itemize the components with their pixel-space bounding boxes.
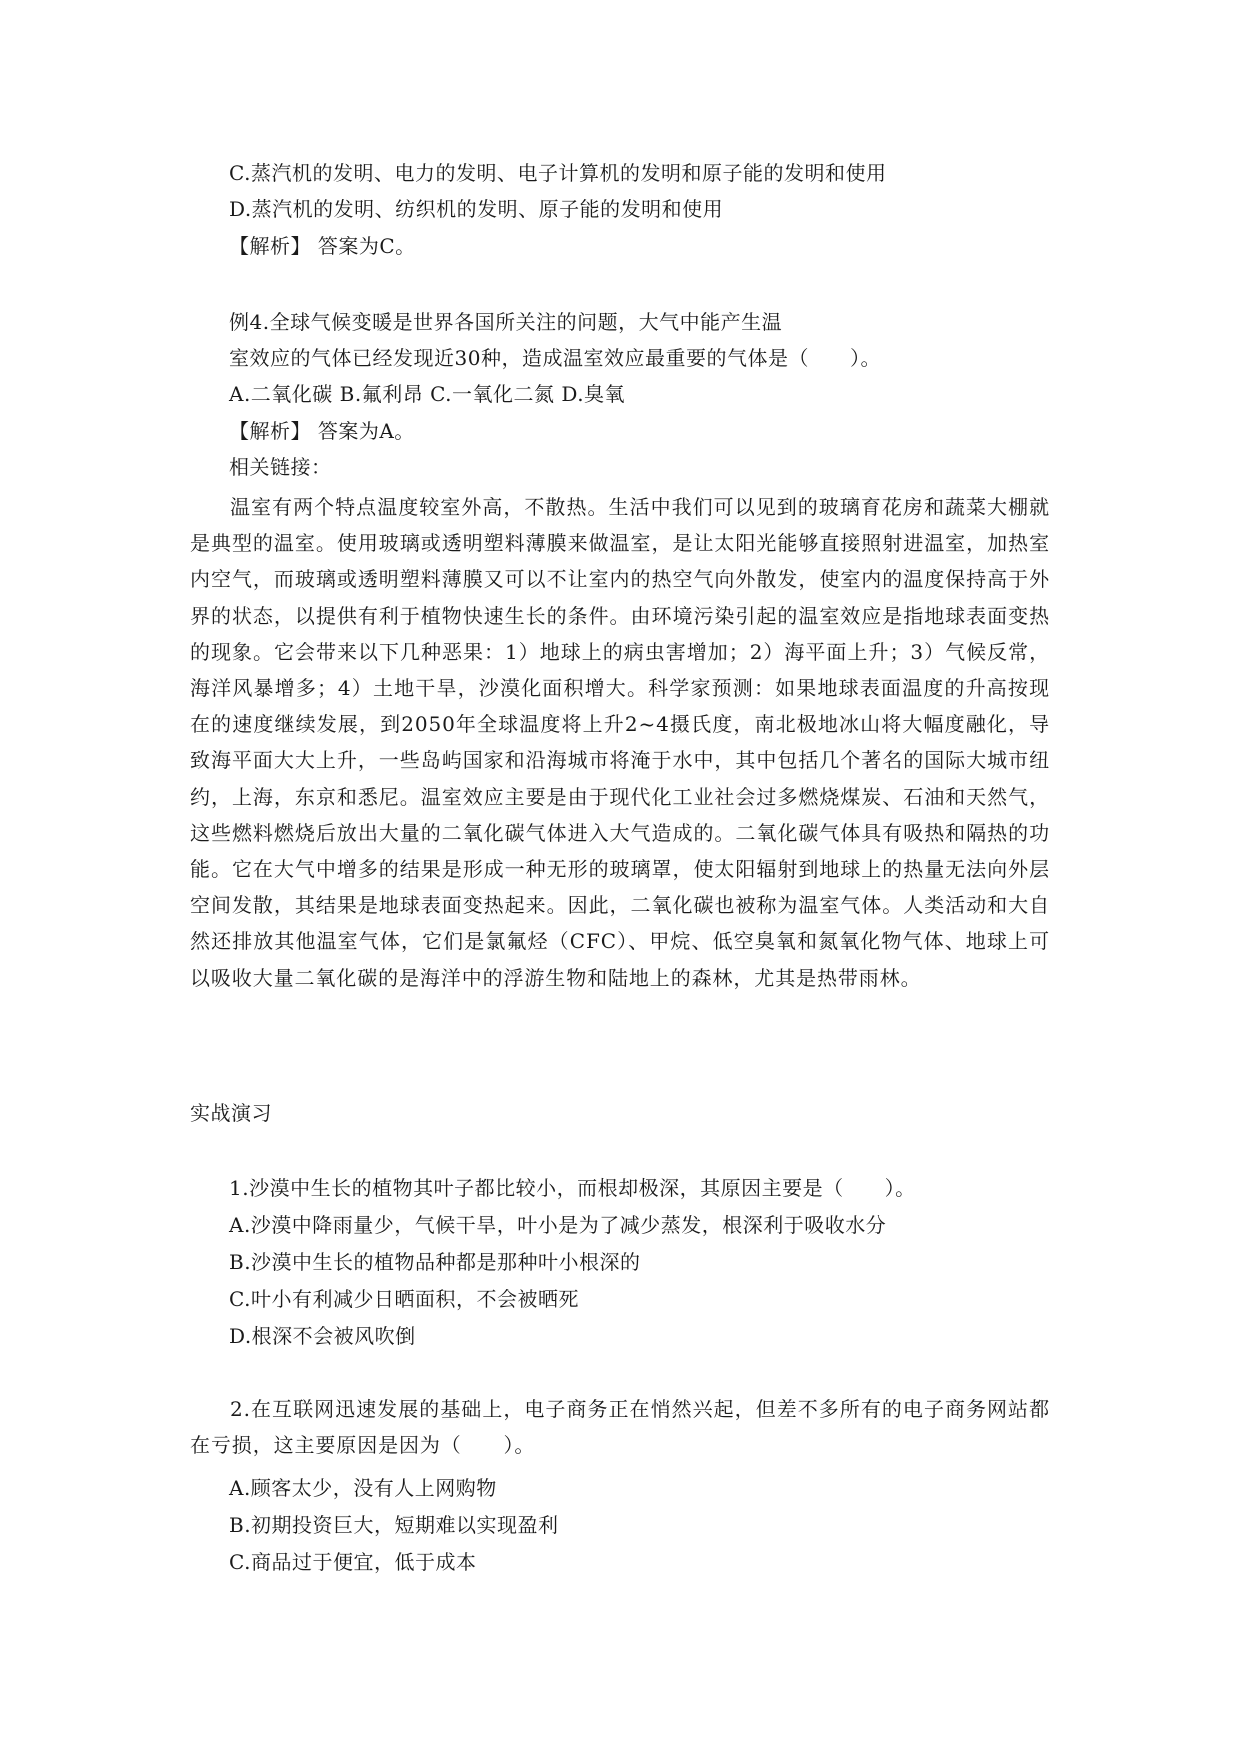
practice-heading: 实战演习	[190, 1101, 272, 1125]
practice-q2-stem: 2.在互联网迅速发展的基础上，电子商务正在悄然兴起，但差不多所有的电子商务网站都在亏损，这主要原因是因为（ ）。	[190, 1397, 1050, 1458]
example4-stem-line2: 室效应的气体已经发现近30种，造成温室效应最重要的气体是（ ）。	[229, 346, 881, 370]
related-paragraph: 温室有两个特点温度较室外高，不散热。生活中我们可以见到的玻璃育花房和蔬菜大棚就是典型的温室。使用玻璃或透明塑料薄膜来做温室，是让太阳光能够直接照射进温室，加热室内空气，而玻璃或透明塑料薄膜又可以不让室内的热空气向外散发，使室内的温度保持高于外界的状态，以提供有利于植物快速生长的条件。由环境污染引起的温室效应是指地球表面变热的现象。它会带来以下几种恶果：1）地球上的病虫害增加；2）海平面上升；3）气候反常，海洋风暴增多；4）土地干旱，沙漠化面积增大。科学家预测：如果地球表面温度的升高按现在的速度继续发展，到2050年全球温度将上升2~4摄氏度，南北极地冰山将大幅度融化，导致海平面大大上升，一些岛屿国家和沿海城市将淹于水中，其中包括几个著名的国际大城市纽约，上海，东京和悉尼。温室效应主要是由于现代化工业社会过多燃烧煤炭、石油和天然气，这些燃料燃烧后放出大量的二氧化碳气体进入大气造成的。二氧化碳气体具有吸热和隔热的功能。它在大气中增多的结果是形成一种无形的玻璃罩，使太阳辐射到地球上的热量无法向外层空间发散，其结果是地球表面变热起来。因此，二氧化碳也被称为温室气体。人类活动和大自然还排放其他温室气体，它们是氯氟烃（CFC）、甲烷、低空臭氧和氮氧化物气体、地球上可以吸收大量二氧化碳的是海洋中的浮游生物和陆地上的森林，尤其是热带雨林。	[190, 495, 1050, 990]
practice-q1-option-b: B.沙漠中生长的植物品种都是那种叶小根深的	[229, 1250, 641, 1274]
related-heading: 相关链接：	[229, 455, 332, 479]
practice-q2-option-b: B.初期投资巨大，短期难以实现盈利	[229, 1513, 559, 1537]
q3-analysis: 【解析】 答案为C。	[229, 234, 416, 258]
example4-options: A.二氧化碳 B.氟利昂 C.一氧化二氮 D.臭氧	[229, 382, 626, 406]
q3-option-c: C.蒸汽机的发明、电力的发明、电子计算机的发明和原子能的发明和使用	[229, 161, 887, 185]
practice-q2-option-a: A.顾客太少，没有人上网购物	[229, 1476, 497, 1500]
q3-option-d: D.蒸汽机的发明、纺织机的发明、原子能的发明和使用	[229, 197, 724, 221]
practice-q1-option-a: A.沙漠中降雨量少，气候干旱，叶小是为了减少蒸发，根深利于吸收水分	[229, 1213, 887, 1237]
practice-q1-option-c: C.叶小有利减少日晒面积，不会被晒死	[229, 1287, 579, 1311]
practice-q1-option-d: D.根深不会被风吹倒	[229, 1324, 416, 1348]
practice-q1-stem: 1.沙漠中生长的植物其叶子都比较小，而根却极深，其原因主要是（ ）。	[229, 1176, 916, 1200]
example4-stem-line1: 例4.全球气候变暖是世界各国所关注的问题，大气中能产生温	[229, 310, 783, 334]
example4-analysis: 【解析】 答案为A。	[229, 419, 415, 443]
practice-q2-option-c: C.商品过于便宜，低于成本	[229, 1550, 477, 1574]
